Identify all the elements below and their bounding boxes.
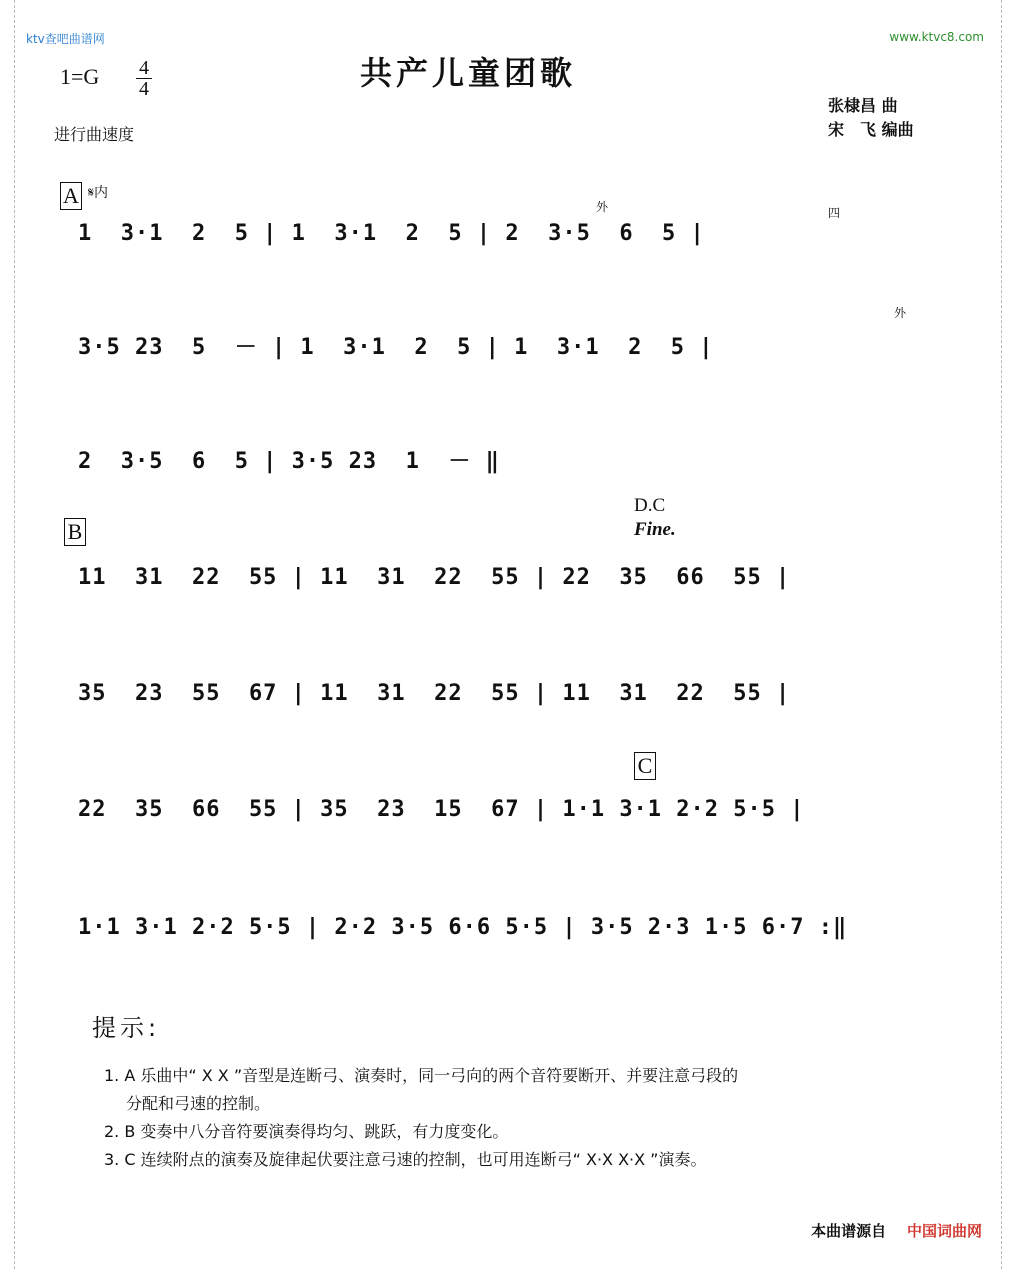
score-row-notes: 35 23 55 67 | 11 31 22 55 | 11 31 22 55 | bbox=[78, 681, 791, 706]
source-site-right: www.ktvc8.com bbox=[889, 30, 984, 44]
annotation-wai: 外 bbox=[596, 200, 609, 214]
score-row-notes: 3·5 23 5 － | 1 3·1 2 5 | 1 3·1 2 5 | bbox=[78, 335, 714, 360]
score-row-notes: 11 31 22 55 | 11 31 22 55 | 22 35 66 55 | bbox=[78, 565, 791, 590]
source-site-left: ktv查吧曲谱网 bbox=[26, 32, 105, 46]
annotation-wai-2: 外 bbox=[894, 306, 907, 320]
dc-label: D.C bbox=[634, 495, 666, 516]
score-row bbox=[78, 558, 944, 598]
tip-item: 3. C 连续附点的演奏及旋律起伏要注意弓速的控制，也可用连断弓“ X·X X·X ”演奏。 bbox=[104, 1150, 707, 1169]
footer-label: 本曲谱源自 bbox=[811, 1222, 887, 1240]
score-row-notes: 1 3·1 2 5 | 1 3·1 2 5 | 2 3·5 6 5 | bbox=[78, 221, 705, 246]
segno-mark: 𝄋内 bbox=[88, 185, 109, 201]
key-signature: 1=G bbox=[60, 64, 100, 89]
section-a-box: A bbox=[60, 182, 82, 210]
tip-item: 1. A 乐曲中“ X X ”音型是连断弓、演奏时，同一弓向的两个音符要断开、并要注意弓段的 bbox=[104, 1066, 739, 1085]
score-row bbox=[78, 790, 944, 830]
da-capo-marking bbox=[634, 494, 676, 542]
right-watermark-strip bbox=[1001, 0, 1016, 1269]
page-title: 共产儿童团歌 bbox=[360, 54, 577, 92]
score-row bbox=[78, 328, 944, 368]
left-watermark-strip bbox=[0, 0, 15, 1269]
score-row-notes: 1·1 3·1 2·2 5·5 | 2·2 3·5 6·6 5·5 | 3·5 2·3 1·5 6·7 :‖ bbox=[78, 915, 848, 940]
tips-heading: 提示: bbox=[92, 1014, 161, 1042]
score-row bbox=[78, 908, 944, 948]
footer-brand-link[interactable]: 中国词曲网 bbox=[906, 1222, 982, 1240]
section-c-box: C bbox=[634, 752, 656, 780]
section-b-box: B bbox=[64, 518, 86, 546]
score-row-notes: 2 3·5 6 5 | 3·5 23 1 － ‖ bbox=[78, 449, 500, 474]
time-signature bbox=[134, 58, 154, 99]
annotation-si: 四 bbox=[828, 206, 841, 220]
tip-item: 2. B 变奏中八分音符要演奏得均匀、跳跃，有力度变化。 bbox=[104, 1122, 509, 1141]
arranger-credit: 宋 飞 编曲 bbox=[828, 120, 914, 139]
tips-list bbox=[104, 1062, 964, 1174]
composer-credit: 张棣昌 曲 bbox=[828, 96, 898, 115]
score-row bbox=[78, 674, 944, 714]
score-row bbox=[78, 442, 678, 482]
tempo-marking: 进行曲速度 bbox=[54, 125, 135, 144]
time-signature-top: 4 bbox=[139, 57, 149, 79]
tip-item-continued: 分配和弓速的控制。 bbox=[126, 1094, 271, 1113]
score-row-notes: 22 35 66 55 | 35 23 15 67 | 1·1 3·1 2·2 5·5 | bbox=[78, 797, 805, 822]
fine-label: Fine. bbox=[634, 519, 676, 540]
score-row bbox=[78, 214, 944, 254]
footer-source bbox=[811, 1220, 982, 1241]
time-signature-bottom: 4 bbox=[139, 78, 149, 100]
